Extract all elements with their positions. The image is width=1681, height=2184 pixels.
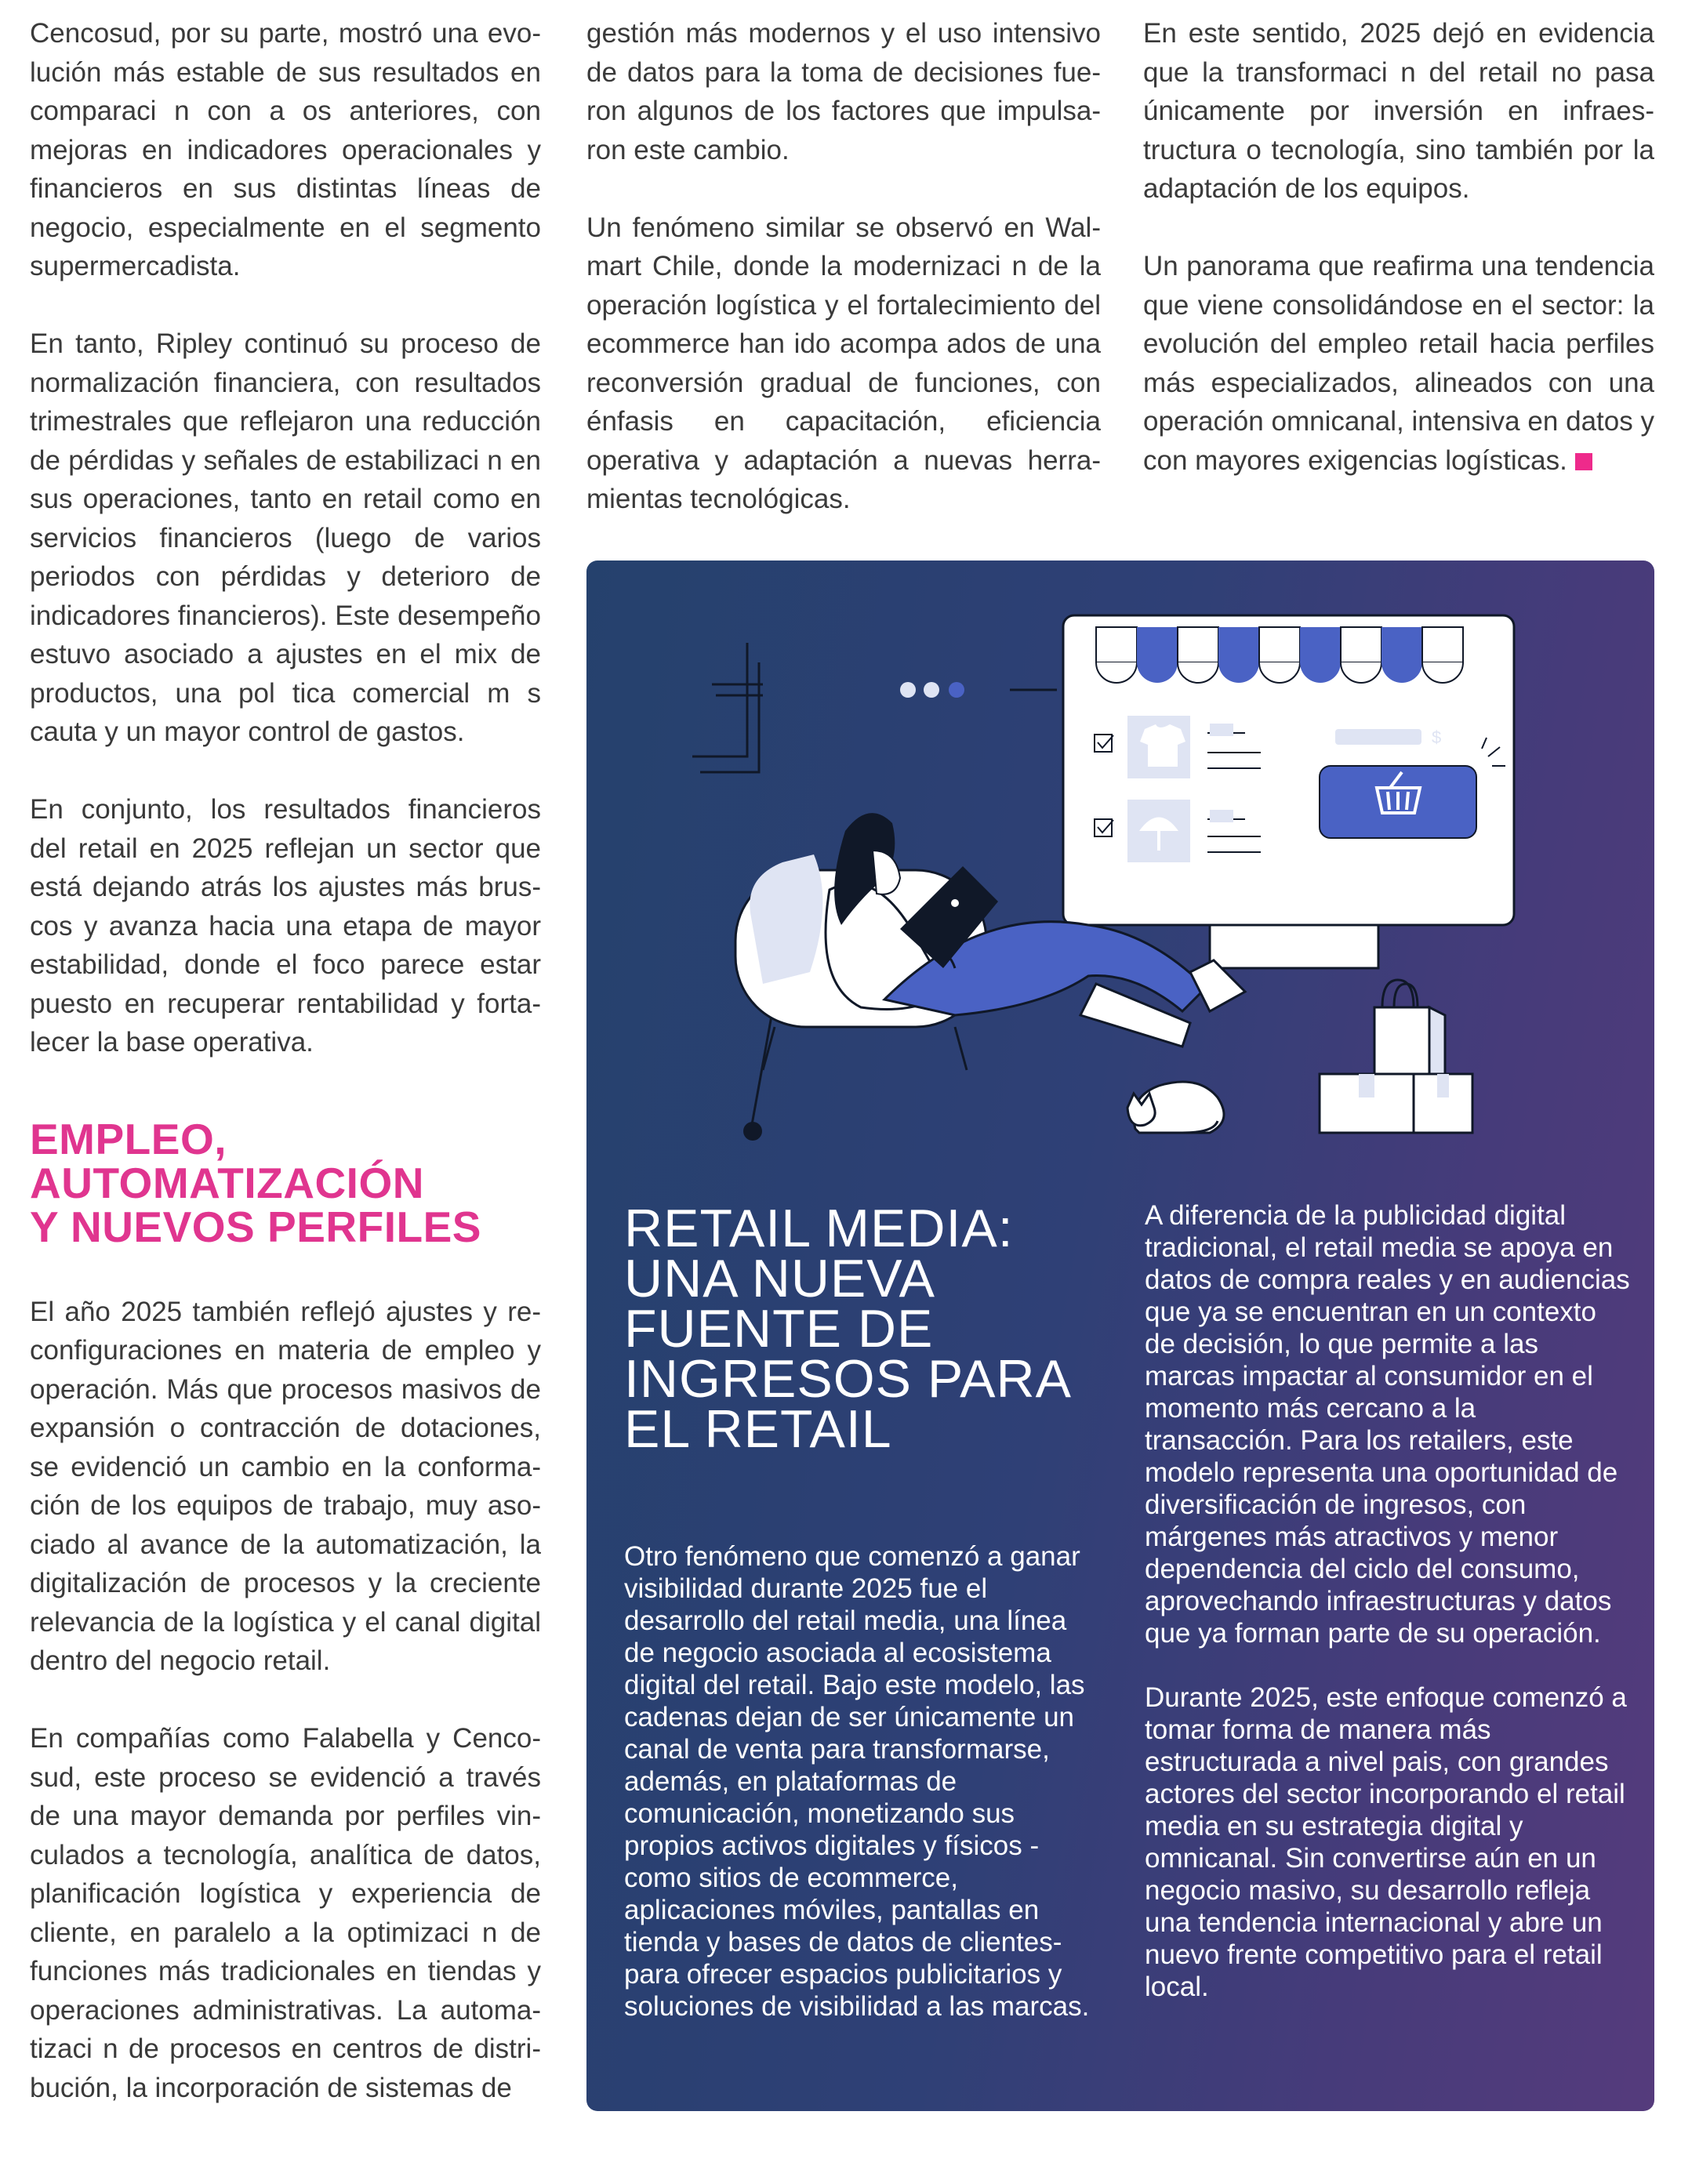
decorative-dot (743, 1122, 762, 1141)
box-left-column (624, 1540, 1102, 2023)
heading-line: Y NUEVOS PERFILES (30, 1202, 481, 1251)
box-right-column (1145, 1199, 1631, 2003)
paragraph: A diferencia de la publicidad digital tradicional, el retail media se apoya en datos de compra reales y en audiencias que ya se encuentran en un contexto de decisión, lo que permite a las marcas impactar al consumidor en el momento más cercano a la transacción. Para los retailers, este modelo representa una oportunidad de diversificación de ingresos, con márgenes más atractivos y menor dependencia del ciclo del consumo, aprovechando infraestructuras y datos que ya forman parte de su operación. (1145, 1200, 1630, 1649)
paragraph: Un fenómeno similar se observó en Walmart Chile, donde la modernizaci n de la operación logística y el fortalecimiento del ecommerce han ido acompa ados de una reconversión gradual de funciones, con énfasis en capacitación, eficiencia operativa y adaptación a nuevas herramientas tecnológicas. (586, 212, 1101, 514)
paragraph: En compañías como Falabella y Cencosud, este proceso se evidenció a través de una mayor demanda por perfiles vinculados a tecnología, analítica de datos, planificación logística y experiencia de cliente, en paralelo a la optimizaci n de funciones más tradicionales en tiendas y operaciones administrativas. La automatizaci n de procesos en centros de distribución, la incorporación de sistemas de (30, 1723, 541, 2103)
end-of-article-mark (1575, 453, 1592, 470)
box-icon (1320, 1074, 1472, 1133)
heading-line: AUTOMATIZACIÓN (30, 1158, 424, 1207)
article-column-1 (30, 14, 541, 2107)
paragraph: Otro fenómeno que comenzó a ganar visibilidad durante 2025 fue el desarrollo del retail media, una línea de negocio asociada al ecosistema digital del retail. Bajo este modelo, las cadenas dejan de ser únicamente un canal de venta para transformarse, además, en plataformas de comunicación, monetizando sus propios activos digitales y físicos -como sitios de ecommerce, aplicaciones móviles, pantallas en tienda y bases de datos de clientes- para ofrecer espacios publicitarios y soluciones de visibilidad a las marcas. (624, 1541, 1090, 2022)
retail-media-box (586, 561, 1654, 2111)
paragraph: El año 2025 también reflejó ajustes y reconfiguraciones en materia de empleo y operación. Más que procesos masivos de expansión o contracción de dotaciones, se evidenció un cambio en la conformación de los equipos de trabajo, muy asociado al avance de la automatización, la digitalización de procesos y la creciente relevancia de la logística y el canal digital dentro del negocio retail. (30, 1296, 541, 1676)
cushion-icon (750, 854, 822, 984)
paragraph: Cencosud, por su parte, mostró una evolución más estable de sus resultados en comparaci n con a os anteriores, con mejoras en indicadores operacionales y financieros en sus distintas líneas de negocio, especialmente en el segmento supermercadista. (30, 18, 541, 281)
paragraph: gestión más modernos y el uso intensivo de datos para la toma de decisiones fueron algunos de los factores que impulsaron este cambio. (586, 18, 1101, 165)
box-title: RETAIL MEDIA: UNA NUEVA FUENTE DE INGRESOS PARA EL RETAIL (624, 1199, 1069, 1459)
paragraph: Durante 2025, este enfoque comenzó a tomar forma de manera más estructurada a nivel pais, con grandes actores del sector incorporando el retail media en su estrategia digital y omnicanal. Sin convertirse aún en un negocio masivo, su desarrollo refleja una tendencia internacional y abre un nuevo frente competitivo para el retail local. (1145, 1682, 1627, 2002)
paragraph-text: Un panorama que reafirma una tendencia que viene consolidándose en el sector: la evolución del empleo retail hacia perfiles más especializados, alineados con una operación omnicanal, intensiva en datos y con mayores exigencias logísticas. (1143, 251, 1654, 476)
paragraph (1143, 247, 1654, 480)
monitor-icon (1063, 615, 1514, 968)
online-shopping-illustration (586, 561, 1654, 1156)
cat-icon (1127, 1082, 1224, 1133)
heading-line: EMPLEO, (30, 1114, 227, 1163)
paragraph: En este sentido, 2025 dejó en evidencia que la transformaci n del retail no pasa únicamente por inversión en infraestructura o tecnología, sino también por la adaptación de los equipos. (1143, 18, 1654, 204)
price-symbol: $ (1432, 727, 1442, 747)
paragraph: En conjunto, los resultados financieros del retail en 2025 reflejan un sector que está dejando atrás los ajustes más bruscos y avanza hacia una etapa de mayor estabilidad, donde el foco parece estar puesto en recuperar rentabilidad y fortalecer la base operativa. (30, 794, 541, 1058)
section-heading (30, 1114, 541, 1251)
price-bar (1335, 729, 1421, 745)
article-column-3 (1143, 14, 1654, 480)
shop-awning-icon (1096, 627, 1463, 683)
paragraph: En tanto, Ripley continuó su proceso de normalización financiera, con resultados trimestrales que reflejaron una reducción de pérdidas y señales de estabilizaci n en sus operaciones, tanto en retail como en servicios financieros (luego de varios periodos con pérdidas y deterioro de indicadores financieros). Este desempeño estuvo asociado a ajustes en el mix de productos, una pol tica comercial m s cauta y un mayor control de gastos. (30, 328, 541, 747)
article-column-2 (586, 14, 1101, 519)
loading-dots-icon (900, 682, 964, 698)
